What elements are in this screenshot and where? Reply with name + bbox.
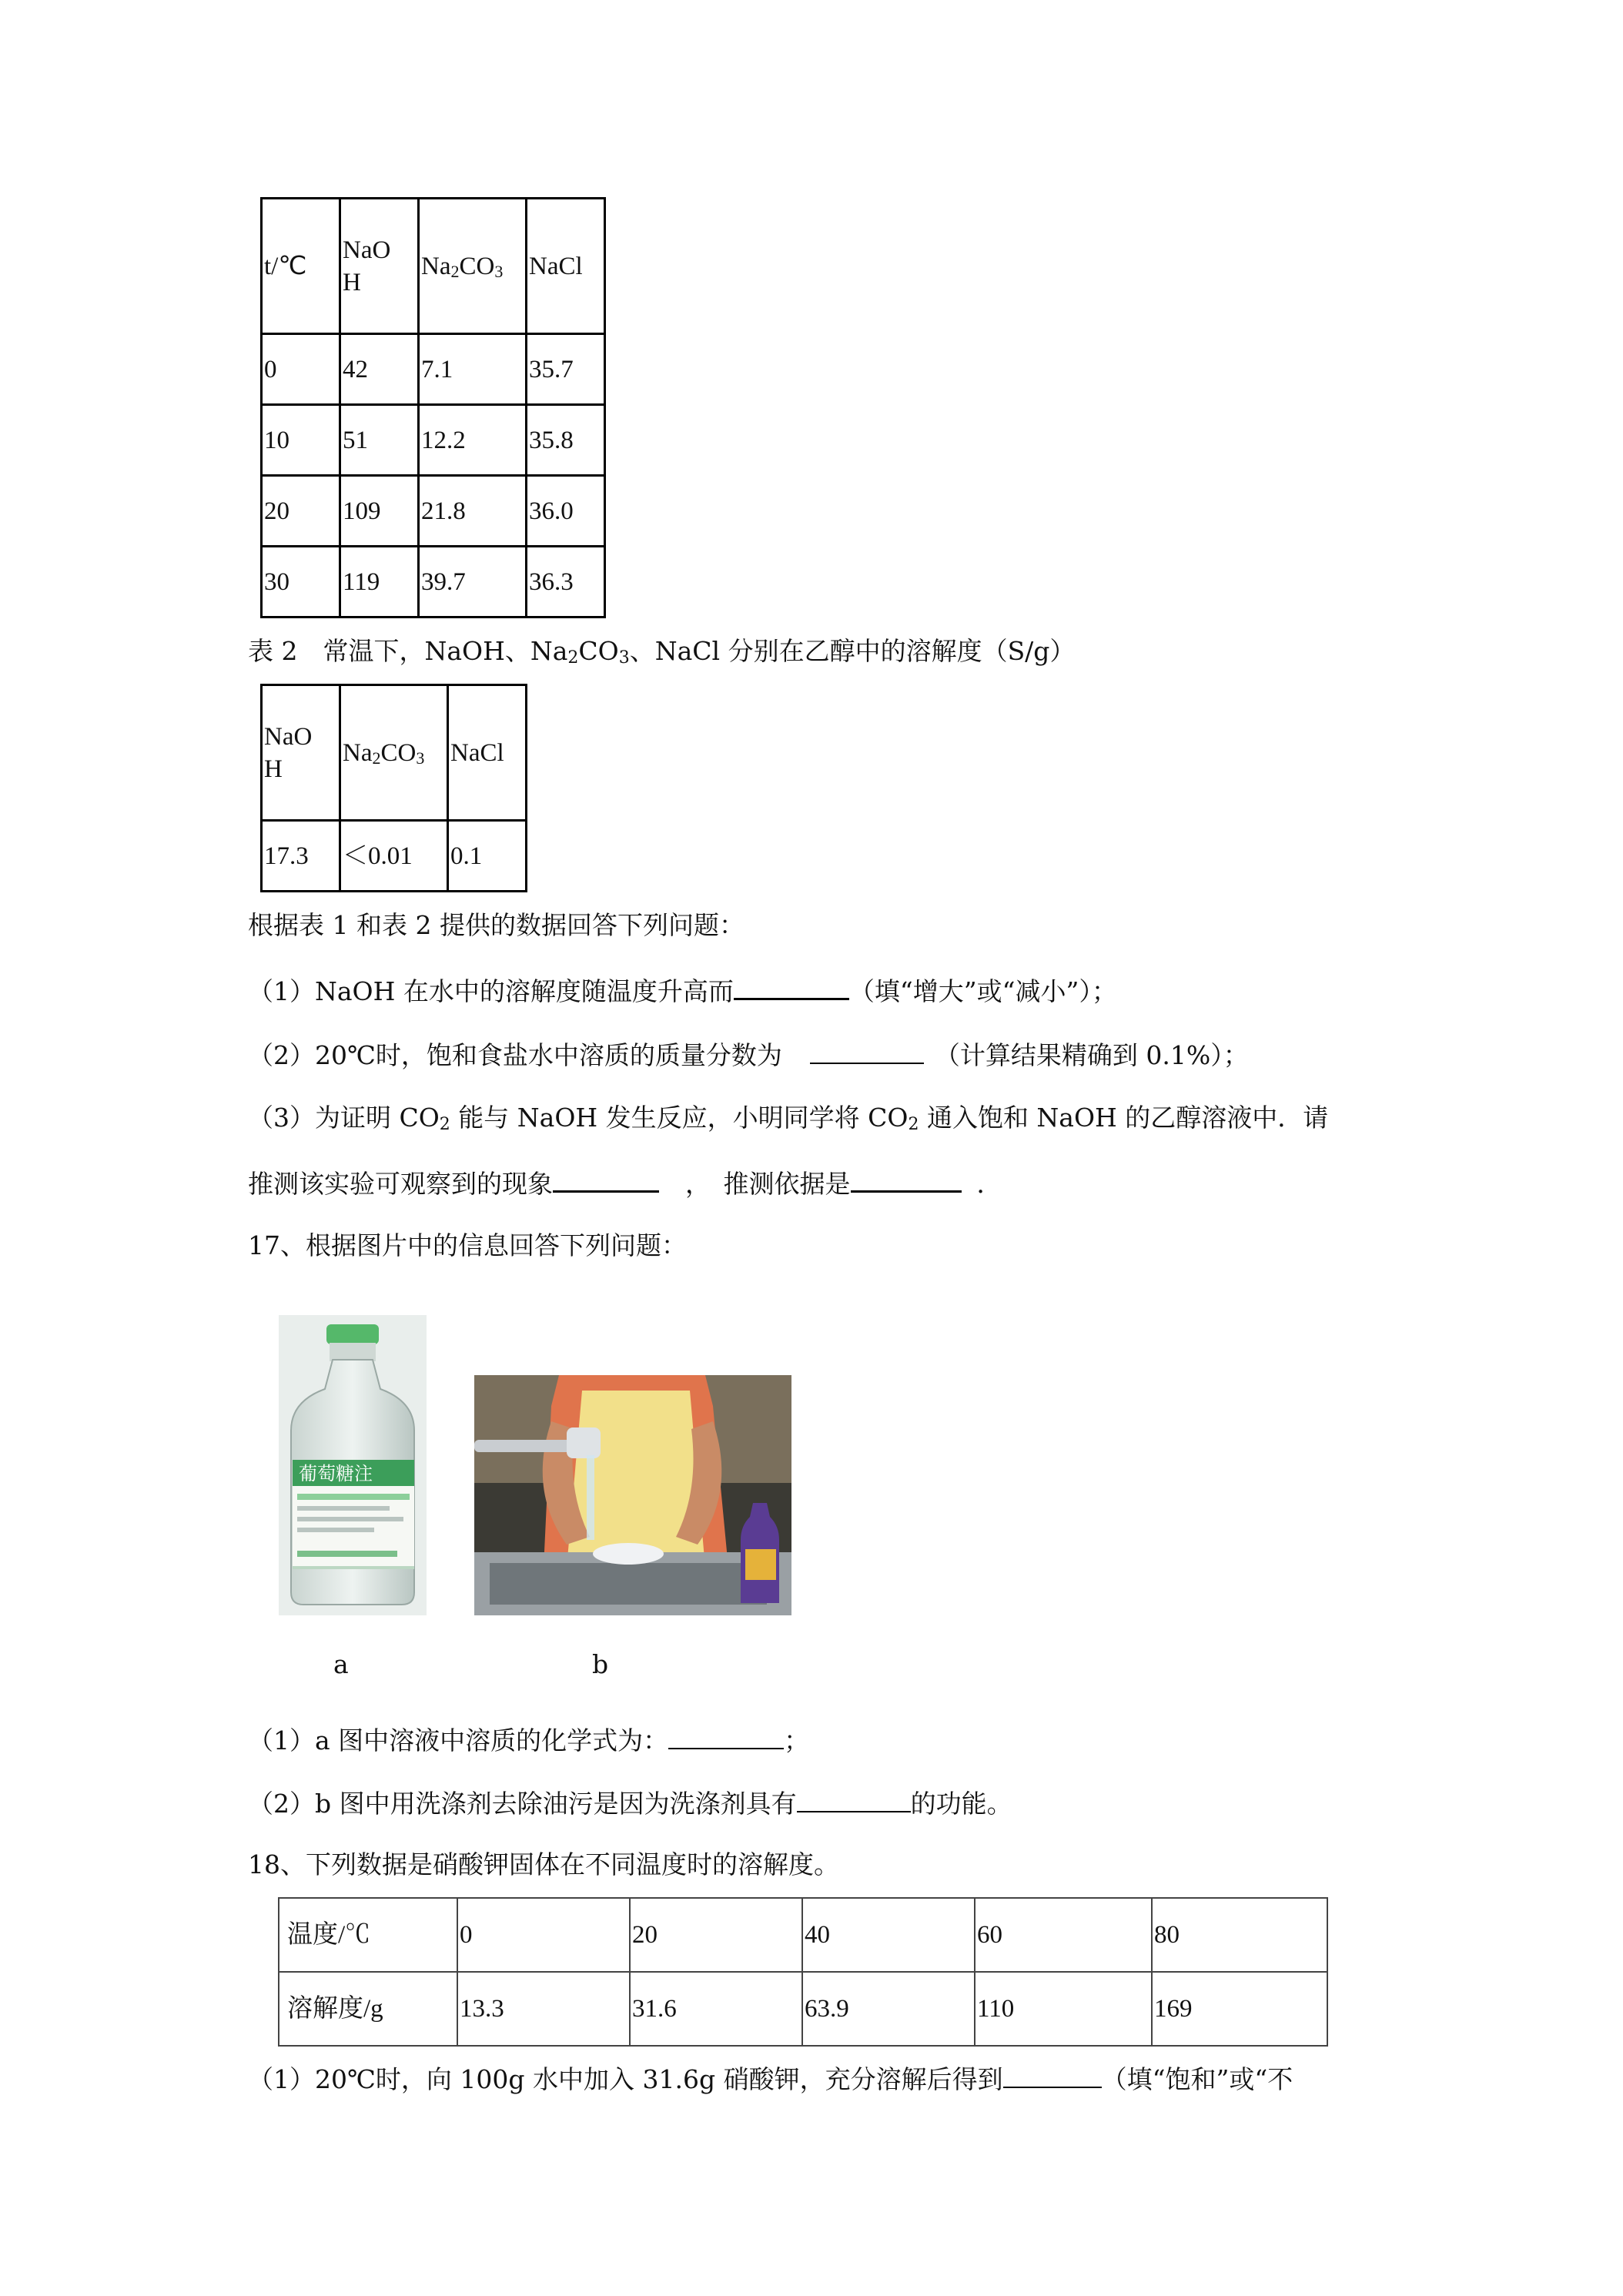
q16-part2-hint: （计算结果精确到 0.1%）； <box>934 1040 1249 1070</box>
table1-header-na2co3: $Na_2CO_3$ <box>419 199 527 334</box>
q16-part3-basis: ， 推测依据是 <box>685 1169 851 1199</box>
q17-part2-end: 的功能。 <box>910 1789 1012 1819</box>
table-cell: 0.1 <box>448 821 527 892</box>
table1-header-naoh: NaO H <box>340 199 419 334</box>
table-cell: 60 <box>975 1898 1152 1972</box>
table-cell: 36.0 <box>527 476 605 547</box>
q16-part1-text: （1）NaOH 在水中的溶解度随温度升高而 <box>248 976 734 1006</box>
table-cell: 39.7 <box>419 547 527 618</box>
table2-header-nacl: NaCl <box>448 685 527 821</box>
table2-header-naoh: NaO H <box>262 685 340 821</box>
q18-title: 18、下列数据是硝酸钾固体在不同温度时的溶解度。 <box>248 1849 839 1879</box>
table-cell: 0 <box>262 334 340 405</box>
table-cell: 35.7 <box>527 334 605 405</box>
table-cell: 12.2 <box>419 405 527 476</box>
table-cell: 温度/℃ <box>279 1898 457 1972</box>
table-1 <box>260 197 606 618</box>
table-cell: ＜0.01 <box>340 821 448 892</box>
table-cell: 119 <box>340 547 419 618</box>
q16-part1-hint: （填“增大”或“减小”）； <box>848 976 1117 1006</box>
q16-part2-text: （2）20℃时，饱和食盐水中溶质的质量分数为 <box>248 1040 782 1070</box>
q16-part2 <box>248 1036 1249 1073</box>
table2-caption: 表 2 常温下，NaOH、$Na_2CO_3$、NaCl 分别在乙醇中的溶解度（S/g） <box>248 636 1076 668</box>
table-cell: 110 <box>975 1972 1152 2046</box>
answer-blank[interactable] <box>668 1722 784 1749</box>
bottle-label-text: 葡萄糖注 <box>299 1463 373 1484</box>
table-cell: 109 <box>340 476 419 547</box>
q18-part1-hint: （填“饱和”或“不 <box>1101 2064 1293 2094</box>
q16-part3-line1: （3）为证明 $CO_2$ 能与 NaOH 发生反应，小明同学将 $CO_2$ 通入饱和 NaOH 的乙醇溶液中．请 <box>248 1103 1329 1134</box>
q18-part1 <box>248 2060 1293 2097</box>
answer-blank[interactable] <box>1003 2060 1102 2088</box>
washing-dishes-image <box>474 1375 791 1615</box>
table-cell: 169 <box>1152 1972 1327 2046</box>
q16-part1 <box>248 972 1117 1009</box>
table-cell: 7.1 <box>419 334 527 405</box>
table-cell: 42 <box>340 334 419 405</box>
q16-part3-line2 <box>248 1164 1002 1201</box>
table-cell: 35.8 <box>527 405 605 476</box>
figure-label-b: b <box>592 1649 609 1679</box>
table2-header-na2co3: $Na_2CO_3$ <box>340 685 448 821</box>
table-cell: 40 <box>802 1898 975 1972</box>
table-cell: 20 <box>262 476 340 547</box>
table-cell: 21.8 <box>419 476 527 547</box>
table-3 <box>278 1897 1328 2047</box>
table-cell: 31.6 <box>630 1972 802 2046</box>
q18-part1-text: （1）20℃时，向 100g 水中加入 31.6g 硝酸钾，充分溶解后得到 <box>248 2064 1003 2094</box>
table-cell: 36.3 <box>527 547 605 618</box>
q17-title: 17、根据图片中的信息回答下列问题： <box>248 1230 687 1260</box>
figure-label-a: a <box>333 1649 349 1679</box>
answer-blank[interactable] <box>810 1036 924 1064</box>
table-cell: 51 <box>340 405 419 476</box>
table-cell: 20 <box>630 1898 802 1972</box>
q16-intro: 根据表 1 和表 2 提供的数据回答下列问题： <box>248 910 745 940</box>
q17-part1-end: ； <box>784 1725 810 1755</box>
q17-part1-text: （1）a 图中溶液中溶质的化学式为： <box>248 1725 669 1755</box>
q17-part2-text: （2）b 图中用洗涤剂去除油污是因为洗涤剂具有 <box>248 1789 797 1819</box>
table-2 <box>260 684 527 892</box>
table-cell: 0 <box>457 1898 630 1972</box>
table-cell: 10 <box>262 405 340 476</box>
q17-part2 <box>248 1785 1012 1821</box>
q16-part3-end: ． <box>976 1169 1002 1199</box>
table1-header-nacl: NaCl <box>527 199 605 334</box>
table-cell: 溶解度/g <box>279 1972 457 2046</box>
q16-part3-text: 推测该实验可观察到的现象 <box>248 1169 553 1199</box>
answer-blank[interactable] <box>553 1164 659 1193</box>
table-cell: 30 <box>262 547 340 618</box>
table1-header-temp: t/℃ <box>262 199 340 334</box>
q17-part1 <box>248 1722 809 1758</box>
answer-blank[interactable] <box>851 1164 962 1193</box>
table-cell: 80 <box>1152 1898 1327 1972</box>
glucose-bottle-image <box>279 1315 427 1615</box>
table-cell: 63.9 <box>802 1972 975 2046</box>
table-cell: 17.3 <box>262 821 340 892</box>
answer-blank[interactable] <box>797 1785 911 1812</box>
table-cell: 13.3 <box>457 1972 630 2046</box>
answer-blank[interactable] <box>734 972 849 1000</box>
